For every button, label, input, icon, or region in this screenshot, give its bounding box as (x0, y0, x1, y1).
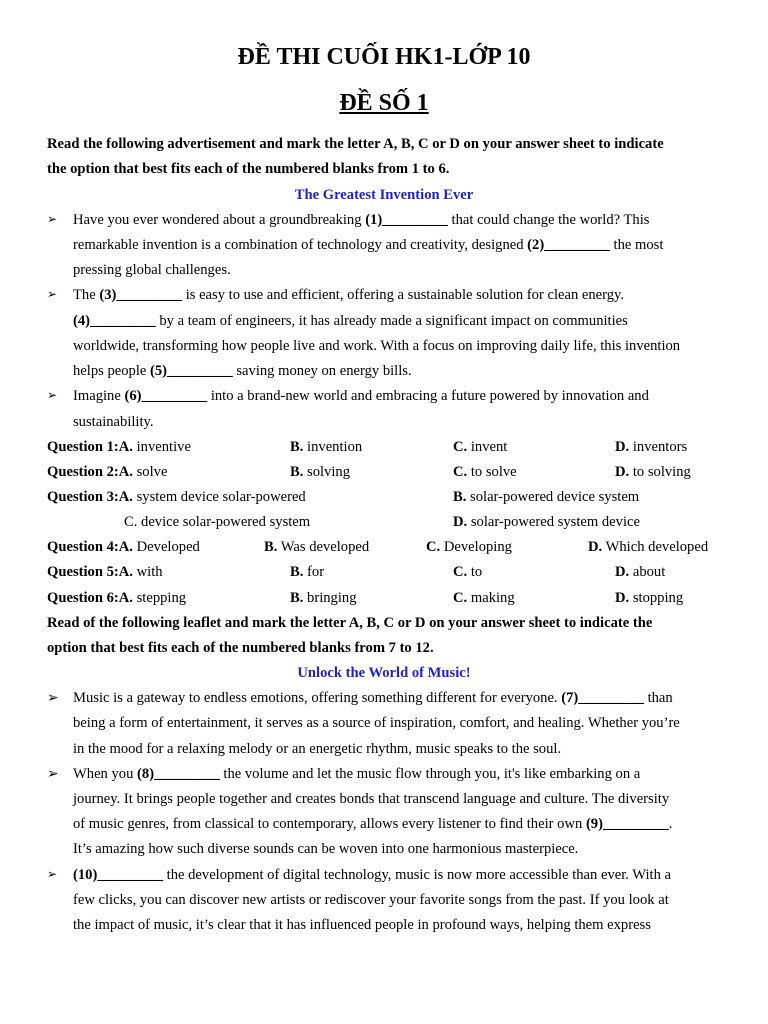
question-1-option-a: Question 1:A. inventive (47, 439, 191, 455)
question-6-option-b: B. bringing (290, 590, 357, 606)
bullet-arrow-icon: ➢ (47, 287, 58, 301)
question-6-option-d: D. stopping (615, 590, 684, 606)
passage-2-p2-line-1: When you (8)_________ the volume and let the music flow through you, it's like embarking on a (73, 766, 641, 782)
passage-2-p2-line-3: of music genres, from classical to contemporary, allows every listener to find their own (9)_________. (73, 816, 673, 832)
passage-2-p2-line-4: It’s amazing how such diverse sounds can be woven into one harmonious masterpiece. (73, 841, 579, 857)
passage-2-heading: Unlock the World of Music! (297, 665, 471, 681)
question-3-option-c: C. device solar-powered system (124, 514, 311, 530)
bullet-arrow-icon: ➢ (47, 691, 59, 706)
passage-1-p2-line-4: helps people (5)_________ saving money on energy bills. (73, 363, 412, 379)
passage-1-p2-line-1: The (3)_________ is easy to use and efficient, offering a sustainable solution for clean energy. (73, 287, 625, 303)
passage-1-heading: The Greatest Invention Ever (294, 187, 474, 203)
question-1-option-c: C. invent (453, 439, 508, 455)
bullet-arrow-icon: ➢ (47, 388, 58, 402)
question-2-option-c: C. to solve (453, 464, 517, 480)
question-3-option-a: Question 3:A. system device solar-powered (47, 489, 306, 505)
passage-1-p2-line-2: (4)_________ by a team of engineers, it has already made a significant impact on communities (73, 313, 628, 329)
bullet-arrow-icon: ➢ (47, 867, 58, 881)
question-3-option-d: D. solar-powered system device (453, 514, 640, 530)
bullet-arrow-icon: ➢ (47, 767, 59, 782)
instruction-2-line-2: option that best fits each of the numbered blanks from 7 to 12. (47, 640, 434, 656)
question-4-option-c: C. Developing (426, 539, 512, 555)
passage-1-p1-line-2: remarkable invention is a combination of technology and creativity, designed (2)_________ the most (73, 237, 664, 253)
question-3-option-b: B. solar-powered device system (453, 489, 640, 505)
instruction-1-line-2: the option that best fits each of the numbered blanks from 1 to 6. (47, 161, 450, 177)
question-4-option-b: B. Was developed (264, 539, 370, 555)
page-title: ĐỀ THI CUỐI HK1-LỚP 10 (237, 44, 531, 70)
passage-2-p1-line-1: Music is a gateway to endless emotions, offering something different for everyone. (7)_________ than (73, 690, 673, 706)
passage-2-p3-line-1: (10)_________ the development of digital technology, music is now more accessible than ever. With a (73, 867, 672, 883)
passage-1-p3-line-2: sustainability. (73, 414, 154, 430)
question-5-option-a: Question 5:A. with (47, 564, 163, 580)
instruction-2-line-1: Read of the following leaflet and mark the letter A, B, C or D on your answer sheet to indicate the (47, 615, 653, 631)
question-6-option-a: Question 6:A. stepping (47, 590, 187, 606)
passage-2-p3-line-3: the impact of music, it’s clear that it has influenced people in profound ways, helping them express (73, 917, 651, 933)
passage-1-p1-line-1: Have you ever wondered about a groundbreaking (1)_________ that could change the world? This (73, 212, 650, 228)
passage-2-p2-line-2: journey. It brings people together and creates bonds that transcend language and culture. The diversity (73, 791, 670, 807)
passage-2-p1-line-2: being a form of entertainment, it serves as a source of inspiration, comfort, and healing. Whether you’re (73, 715, 680, 731)
passage-1-p3-line-1: Imagine (6)_________ into a brand-new world and embracing a future powered by innovation and (73, 388, 649, 404)
question-5-option-c: C. to (453, 564, 483, 580)
question-6-option-c: C. making (453, 590, 515, 606)
page-subtitle: ĐỀ SỐ 1 (339, 90, 429, 116)
question-4-option-d: D. Which developed (588, 539, 709, 555)
question-4-option-a: Question 4:A. Developed (47, 539, 200, 555)
question-5-option-b: B. for (290, 564, 325, 580)
question-1-option-d: D. inventors (615, 439, 688, 455)
passage-2-p3-line-2: few clicks, you can discover new artists or rediscover your favorite songs from the past. If you look at (73, 892, 669, 908)
passage-1-p1-line-3: pressing global challenges. (73, 262, 231, 278)
question-2-option-a: Question 2:A. solve (47, 464, 168, 480)
question-5-option-d: D. about (615, 564, 666, 580)
question-2-option-b: B. solving (290, 464, 351, 480)
question-1-option-b: B. invention (290, 439, 363, 455)
passage-1-p2-line-3: worldwide, transforming how people live and work. With a focus on improving daily life, this invention (73, 338, 681, 354)
bullet-arrow-icon: ➢ (47, 212, 58, 226)
passage-2-p1-line-3: in the mood for a relaxing melody or an energetic rhythm, music speaks to the soul. (73, 741, 562, 757)
instruction-1-line-1: Read the following advertisement and mark the letter A, B, C or D on your answer sheet to indicate (47, 136, 664, 152)
question-2-option-d: D. to solving (615, 464, 691, 480)
